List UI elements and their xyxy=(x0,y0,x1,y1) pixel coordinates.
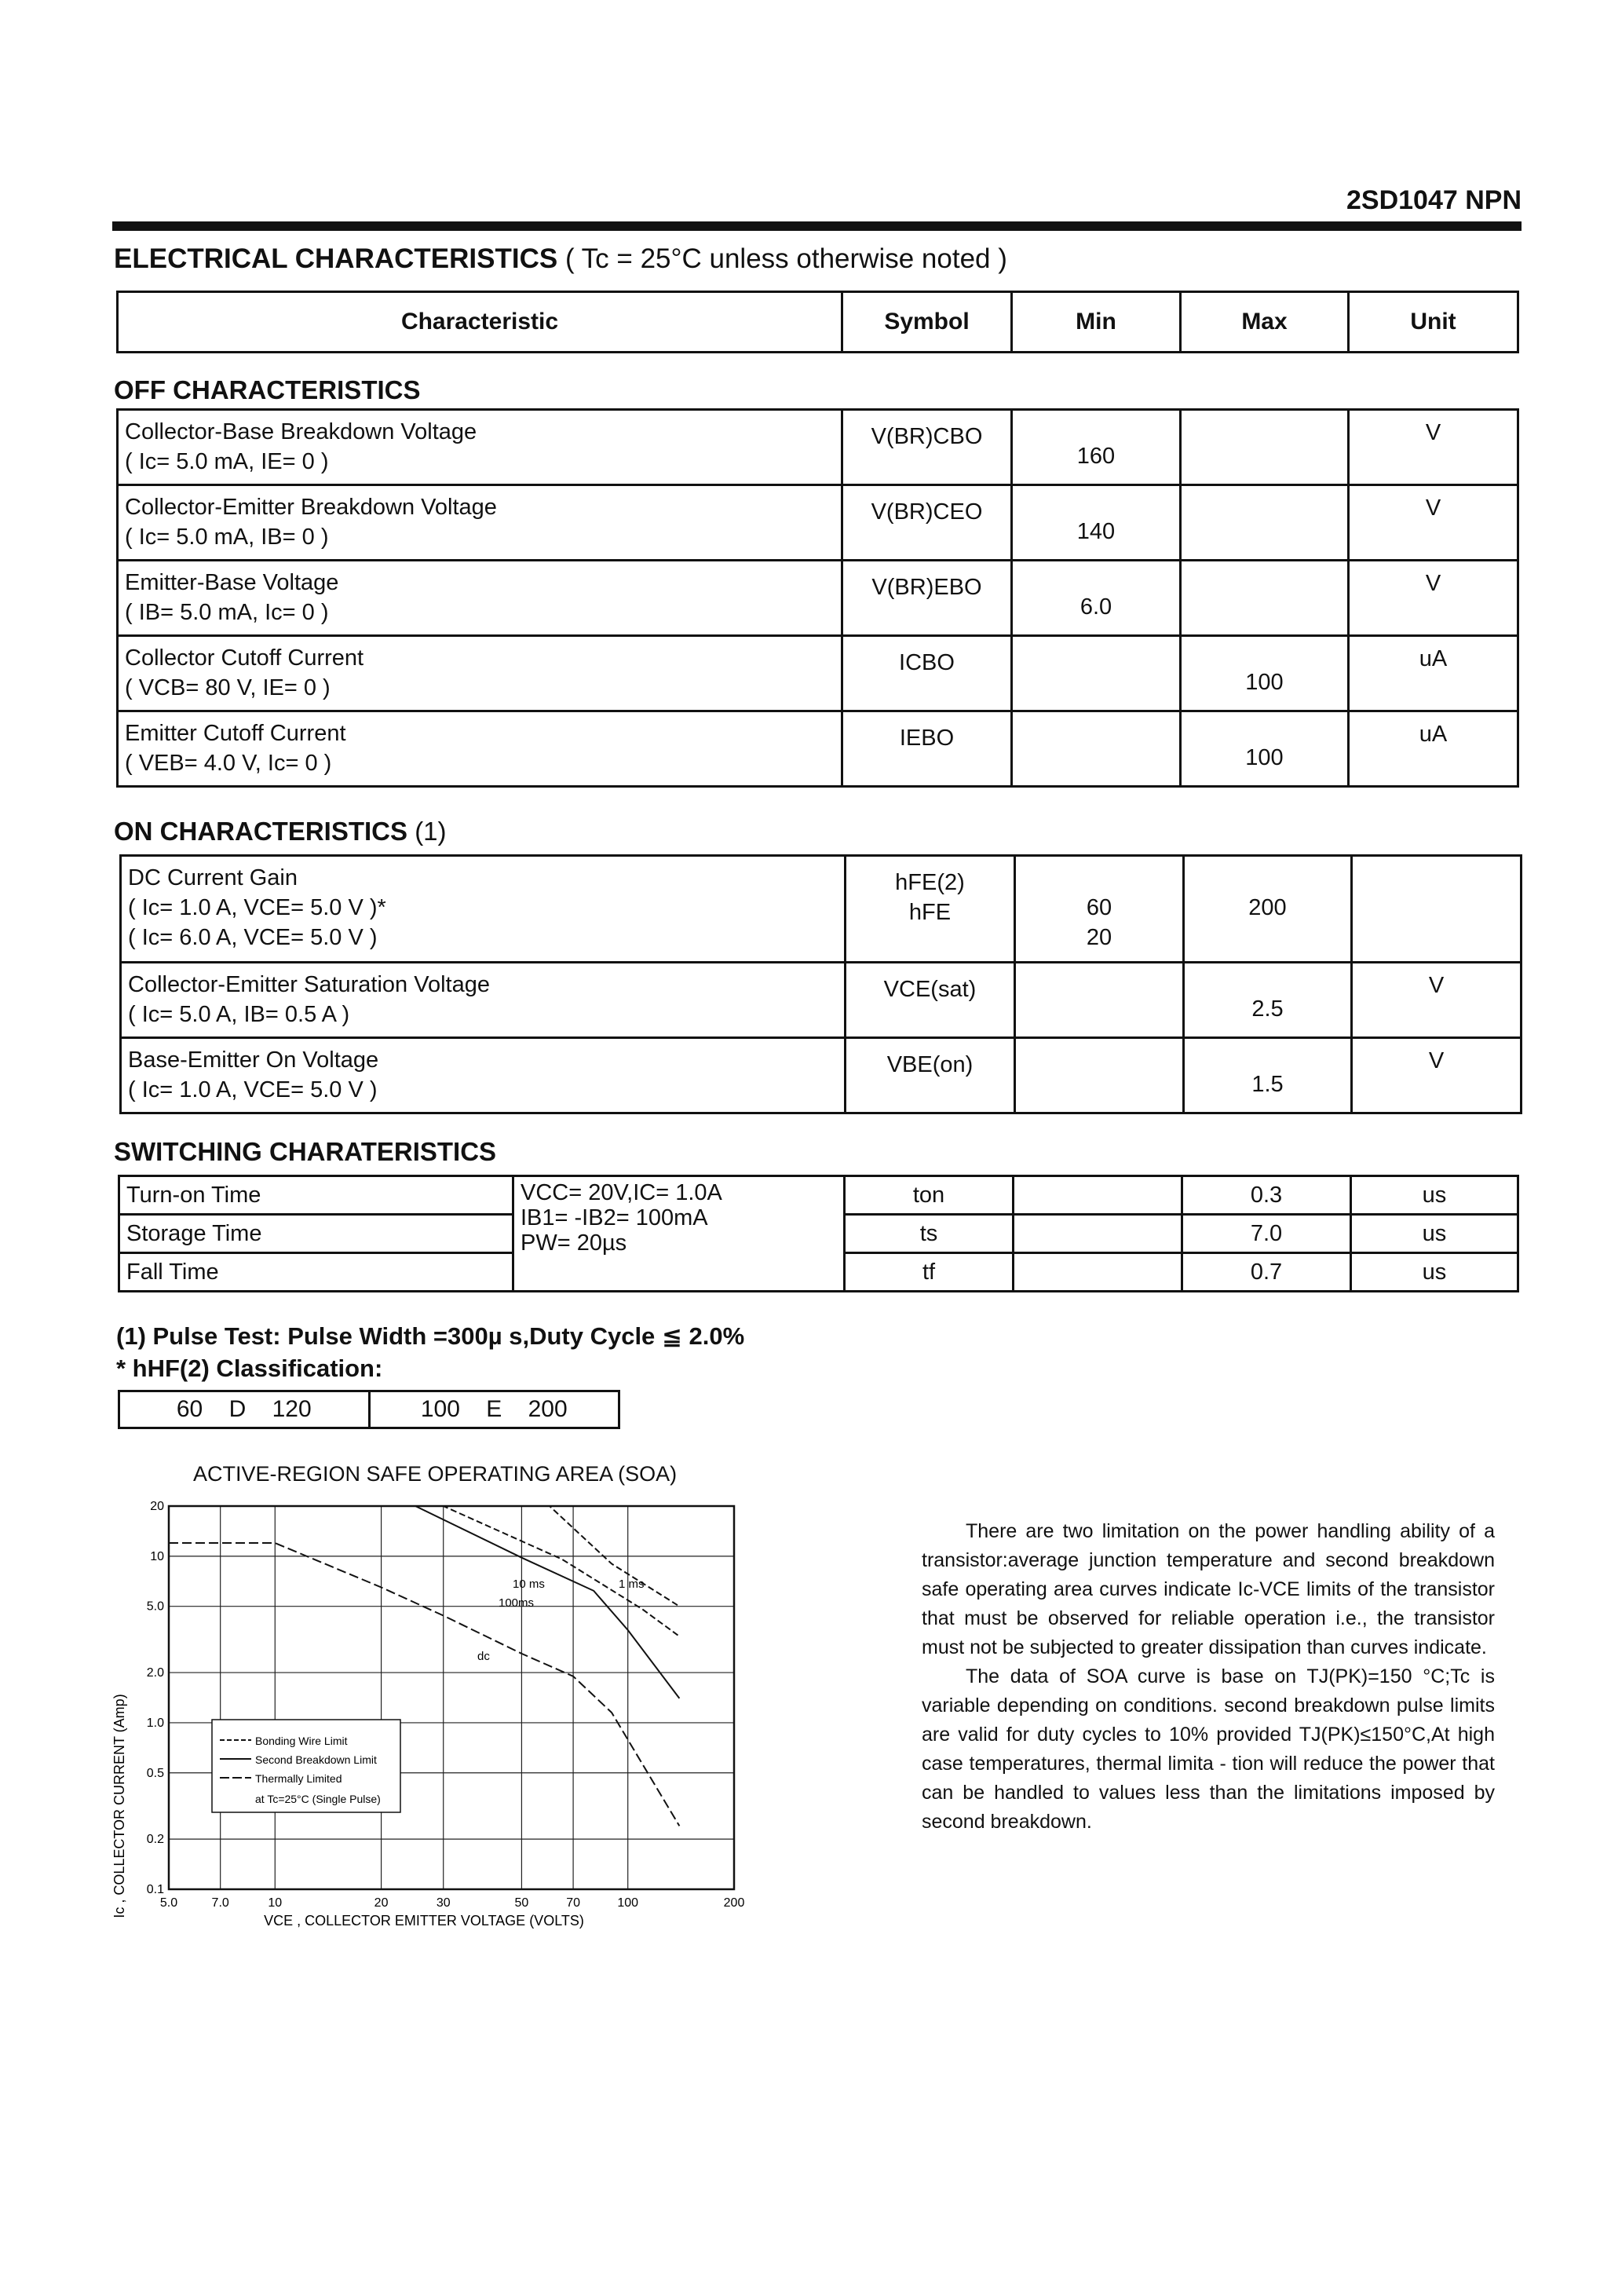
table-row xyxy=(121,856,1522,963)
table-row xyxy=(121,1038,1522,1113)
y-tick-label: 0.1 xyxy=(146,1883,164,1896)
symbol-cell: ton xyxy=(845,1176,1014,1215)
min-cell: 60 20 xyxy=(1015,856,1184,963)
part-number: 2SD1047 NPN xyxy=(1346,185,1522,215)
characteristic-cell: Emitter-Base Voltage ( IB= 5.0 mA, Ic= 0 ) xyxy=(118,561,842,636)
classification-d: 60 D 120 xyxy=(119,1391,370,1428)
x-tick-label: 70 xyxy=(566,1896,580,1910)
chart-tick-labels xyxy=(147,1500,745,1910)
pulse-test-footnote: (1) Pulse Test: Pulse Width =300µ s,Duty Cycle ≦ 2.0% xyxy=(116,1322,745,1350)
section-condition: ( Tc = 25°C unless otherwise noted ) xyxy=(564,243,1007,274)
symbol-cell: VBE(on) xyxy=(846,1038,1015,1113)
y-tick-label: 1.0 xyxy=(146,1716,164,1730)
unit-cell: V xyxy=(1349,410,1518,485)
off-characteristics-title: OFF CHARACTERISTICS xyxy=(114,375,421,404)
max-cell: 2.5 xyxy=(1184,963,1352,1038)
min-cell xyxy=(1012,636,1181,711)
min-cell xyxy=(1015,963,1184,1038)
plot-frame xyxy=(169,1506,734,1889)
y-tick-label: 10 xyxy=(150,1549,164,1563)
max-cell: 200 xyxy=(1184,856,1352,963)
characteristic-cell: Collector-Emitter Saturation Voltage ( Ic= 5.0 A, IB= 0.5 A ) xyxy=(121,963,846,1038)
x-tick-label: 30 xyxy=(436,1896,451,1910)
characteristic-cell: Base-Emitter On Voltage ( Ic= 1.0 A, VCE= 5.0 V ) xyxy=(121,1038,846,1113)
unit-cell xyxy=(1352,856,1522,963)
x-tick-label: 100 xyxy=(617,1896,639,1910)
classification-table xyxy=(118,1390,620,1429)
on-characteristics-title: ON CHARACTERISTICS (1) xyxy=(114,817,447,846)
description-paragraph: There are two limitation on the power handling ability of a transistor:average junction temperature and second breakdown safe operating area curves indicate Ic-VCE limits of the transistor that must be observed for reliable operation i.e., the transistor must not be subjected to greater dissipation than curves indicate. xyxy=(922,1520,1495,1658)
legend-condition: at Tc=25°C (Single Pulse) xyxy=(255,1793,381,1805)
characteristic-cell: Turn-on Time xyxy=(119,1176,513,1215)
max-cell: 100 xyxy=(1181,636,1349,711)
soa-chart xyxy=(94,1492,754,1932)
legend-bonding: Bonding Wire Limit xyxy=(255,1735,348,1747)
section-title: ELECTRICAL CHARACTERISTICS ( Tc = 25°C unless otherwise noted ) xyxy=(114,243,1007,274)
classification-footnote: * hHF(2) Classification: xyxy=(116,1355,383,1382)
soa-description xyxy=(922,1517,1495,1837)
min-cell xyxy=(1014,1176,1182,1215)
min-cell xyxy=(1012,711,1181,787)
table-row xyxy=(118,485,1518,561)
characteristic-cell: Collector-Emitter Breakdown Voltage ( Ic= 5.0 mA, IB= 0 ) xyxy=(118,485,842,561)
x-tick-label: 7.0 xyxy=(211,1896,229,1910)
table-row xyxy=(121,963,1522,1038)
switching-characteristics-title: SWITCHING CHARATERISTICS xyxy=(114,1137,497,1166)
symbol-cell: V(BR)CBO xyxy=(842,410,1012,485)
y-axis-label: Ic , COLLECTOR CURRENT (Amp) xyxy=(111,1694,127,1918)
table-row xyxy=(118,636,1518,711)
min-cell: 160 xyxy=(1012,410,1181,485)
y-tick-label: 5.0 xyxy=(146,1600,164,1614)
y-tick-label: 20 xyxy=(150,1500,164,1513)
chart-grid xyxy=(169,1506,734,1889)
annotation-dc: dc xyxy=(477,1650,490,1663)
characteristic-cell: Collector Cutoff Current ( VCB= 80 V, IE= 0 ) xyxy=(118,636,842,711)
legend-second: Second Breakdown Limit xyxy=(255,1753,377,1766)
unit-cell: us xyxy=(1351,1176,1518,1215)
symbol-cell: ts xyxy=(845,1215,1014,1253)
unit-cell: V xyxy=(1349,485,1518,561)
min-cell xyxy=(1014,1215,1182,1253)
unit-cell: V xyxy=(1352,963,1522,1038)
max-cell: 0.7 xyxy=(1182,1253,1351,1292)
unit-cell: us xyxy=(1351,1215,1518,1253)
y-tick-label: 0.2 xyxy=(146,1833,164,1847)
min-cell xyxy=(1015,1038,1184,1113)
max-cell xyxy=(1181,410,1349,485)
max-cell xyxy=(1181,561,1349,636)
characteristic-cell: DC Current Gain ( Ic= 1.0 A, VCE= 5.0 V )* ( Ic= 6.0 A, VCE= 5.0 V ) xyxy=(121,856,846,963)
test-condition-cell: VCC= 20V,IC= 1.0A IB1= -IB2= 100mA PW= 20µs xyxy=(513,1176,845,1292)
table-row xyxy=(119,1176,1518,1215)
header-max: Max xyxy=(1181,292,1349,353)
max-cell xyxy=(1181,485,1349,561)
table-row xyxy=(118,410,1518,485)
annotation-100ms: 100ms xyxy=(499,1596,535,1610)
x-axis-label: VCE , COLLECTOR EMITTER VOLTAGE (VOLTS) xyxy=(264,1913,584,1929)
switching-table xyxy=(118,1175,1519,1292)
series-line-10ms xyxy=(169,1506,679,1636)
header-unit: Unit xyxy=(1349,292,1518,353)
x-tick-label: 50 xyxy=(514,1896,529,1910)
on-characteristics-table xyxy=(119,854,1522,1114)
characteristic-cell: Fall Time xyxy=(119,1253,513,1292)
table-row xyxy=(118,561,1518,636)
legend-thermal: Thermally Limited xyxy=(255,1772,342,1785)
series-line-100ms xyxy=(169,1506,679,1698)
max-cell: 0.3 xyxy=(1182,1176,1351,1215)
chart-title: ACTIVE-REGION SAFE OPERATING AREA (SOA) xyxy=(193,1462,678,1486)
header-table xyxy=(116,291,1519,353)
x-tick-label: 200 xyxy=(723,1896,745,1910)
annotation-1ms: 1 ms xyxy=(619,1578,645,1591)
symbol-cell: tf xyxy=(845,1253,1014,1292)
max-cell: 7.0 xyxy=(1182,1215,1351,1253)
characteristic-cell: Emitter Cutoff Current ( VEB= 4.0 V, Ic= 0 ) xyxy=(118,711,842,787)
chart-legend xyxy=(212,1720,400,1812)
header-symbol: Symbol xyxy=(842,292,1012,353)
description-paragraph: The data of SOA curve is base on TJ(PK)=150 °C;Tc is variable depending on conditions. second breakdown pulse limits are valid for duty cycles to 10% provided TJ(PK)≤150°C,At high case temperatures, thermal limita - tion will reduce the power that can be handled to values less than the limitations imposed by second breakdown. xyxy=(922,1665,1495,1833)
unit-cell: uA xyxy=(1349,636,1518,711)
symbol-cell: V(BR)CEO xyxy=(842,485,1012,561)
header-characteristic: Characteristic xyxy=(118,292,842,353)
x-tick-label: 5.0 xyxy=(159,1896,178,1910)
min-cell: 6.0 xyxy=(1012,561,1181,636)
annotation-10ms: 10 ms xyxy=(513,1578,545,1591)
unit-cell: uA xyxy=(1349,711,1518,787)
header-min: Min xyxy=(1012,292,1181,353)
characteristic-cell: Storage Time xyxy=(119,1215,513,1253)
symbol-cell: IEBO xyxy=(842,711,1012,787)
symbol-cell: hFE(2) hFE xyxy=(846,856,1015,963)
min-cell: 140 xyxy=(1012,485,1181,561)
x-tick-label: 10 xyxy=(268,1896,283,1910)
max-cell: 1.5 xyxy=(1184,1038,1352,1113)
symbol-cell: VCE(sat) xyxy=(846,963,1015,1038)
characteristic-cell: Collector-Base Breakdown Voltage ( Ic= 5.0 mA, IE= 0 ) xyxy=(118,410,842,485)
symbol-cell: ICBO xyxy=(842,636,1012,711)
symbol-cell: V(BR)EBO xyxy=(842,561,1012,636)
max-cell: 100 xyxy=(1181,711,1349,787)
header-rule xyxy=(112,221,1522,231)
off-characteristics-table xyxy=(116,408,1519,788)
y-tick-label: 0.5 xyxy=(146,1766,164,1780)
unit-cell: V xyxy=(1349,561,1518,636)
x-tick-label: 20 xyxy=(374,1896,389,1910)
min-cell xyxy=(1014,1253,1182,1292)
unit-cell: us xyxy=(1351,1253,1518,1292)
table-row xyxy=(118,711,1518,787)
classification-e: 100 E 200 xyxy=(369,1391,619,1428)
unit-cell: V xyxy=(1352,1038,1522,1113)
y-tick-label: 2.0 xyxy=(146,1666,164,1680)
